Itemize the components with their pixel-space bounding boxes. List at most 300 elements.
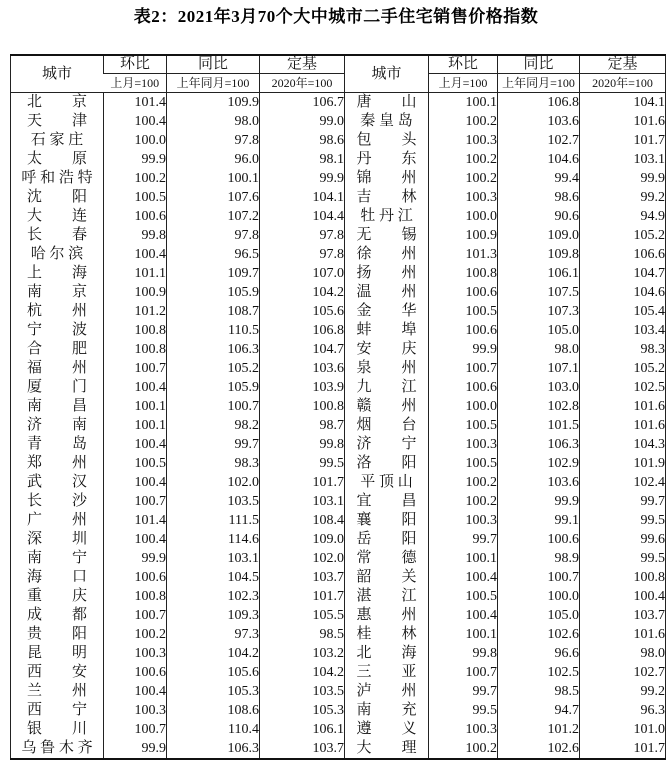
mom-cell-left: 100.2 [104,625,167,644]
mom-cell-right: 100.6 [429,378,498,397]
yoy-cell-left: 109.3 [167,606,260,625]
yoy-cell-left: 100.1 [167,169,260,188]
mom-cell-right: 100.2 [429,169,498,188]
header-mom-right: 环比 [429,55,498,74]
mom-cell-right: 100.0 [429,207,498,226]
yoy-cell-right: 101.2 [498,720,580,739]
mom-cell-right: 100.1 [429,625,498,644]
city-cell-right: 牡 丹 江 [345,207,429,226]
yoy-cell-right: 98.9 [498,549,580,568]
yoy-cell-right: 99.1 [498,511,580,530]
city-cell-left: 北 京 [26,94,87,110]
city-cell-right: 三 亚 [345,663,429,682]
mom-cell-left: 100.4 [104,530,167,549]
table-row [11,587,666,606]
yoy-cell-right: 105.0 [498,606,580,625]
yoy-cell-right: 109.0 [498,226,580,245]
page-title: 表2：2021年3月70个大中城市二手住宅销售价格指数 [133,7,539,26]
mom-cell-left: 101.1 [104,264,167,283]
yoy-cell-right: 98.6 [498,188,580,207]
fixed-cell-right: 103.7 [580,606,666,625]
city-cell-left: 福 州 [26,360,87,376]
mom-cell-right: 100.6 [429,321,498,340]
header-fixed-left: 定基 [260,55,345,74]
mom-cell-left: 100.2 [104,169,167,188]
city-cell-left: 深 圳 [26,531,87,547]
yoy-cell-left: 96.5 [167,245,260,264]
mom-cell-left: 100.8 [104,321,167,340]
table-row [11,150,666,169]
mom-cell-left: 100.7 [104,359,167,378]
table-row [11,359,666,378]
fixed-cell-left: 99.5 [260,454,345,473]
yoy-cell-left: 105.6 [167,663,260,682]
mom-cell-left: 100.4 [104,378,167,397]
mom-cell-right: 100.2 [429,473,498,492]
mom-cell-left: 100.7 [104,606,167,625]
fixed-cell-right: 99.5 [580,549,666,568]
mom-cell-right: 100.4 [429,606,498,625]
fixed-cell-left: 97.8 [260,245,345,264]
city-cell-left: 银 川 [26,721,87,737]
table-row [11,473,666,492]
table-row [11,245,666,264]
mom-cell-right: 100.8 [429,264,498,283]
fixed-cell-right: 99.2 [580,682,666,701]
yoy-cell-right: 103.6 [498,112,580,131]
city-cell-left: 哈 尔 滨 [30,246,84,262]
city-cell-left: 沈 阳 [26,189,87,205]
city-cell-left: 天 津 [26,113,87,129]
yoy-cell-right: 102.5 [498,663,580,682]
city-cell-right: 秦 皇 岛 [345,112,429,131]
mom-cell-left: 99.8 [104,226,167,245]
city-cell-right: 锦 州 [345,169,429,188]
fixed-cell-left: 99.0 [260,112,345,131]
mom-cell-left: 100.5 [104,188,167,207]
mom-cell-right: 99.5 [429,701,498,720]
city-cell-left: 海 口 [26,569,87,585]
table-row [11,397,666,416]
fixed-cell-right: 102.5 [580,378,666,397]
fixed-cell-right: 99.2 [580,188,666,207]
table-row [11,321,666,340]
yoy-cell-left: 105.9 [167,283,260,302]
fixed-cell-right: 99.9 [580,169,666,188]
fixed-cell-left: 99.9 [260,169,345,188]
city-cell-right: 温 州 [345,283,429,302]
mom-cell-left: 100.6 [104,663,167,682]
yoy-cell-left: 97.8 [167,226,260,245]
fixed-cell-left: 103.1 [260,492,345,511]
mom-cell-left: 100.4 [104,245,167,264]
fixed-cell-right: 106.6 [580,245,666,264]
table-body [11,93,666,760]
mom-cell-right: 100.9 [429,226,498,245]
yoy-cell-right: 109.8 [498,245,580,264]
fixed-cell-left: 103.9 [260,378,345,397]
mom-cell-left: 99.9 [104,739,167,759]
mom-cell-right: 100.0 [429,397,498,416]
city-cell-right: 金 华 [345,302,429,321]
header-yoy-right: 同比 [498,55,580,74]
fixed-cell-left: 104.2 [260,663,345,682]
table-header [11,55,666,93]
city-cell-right: 洛 阳 [345,454,429,473]
city-cell-left: 昆 明 [26,645,87,661]
fixed-cell-left: 107.0 [260,264,345,283]
city-cell-right: 吉 林 [345,188,429,207]
mom-cell-left: 100.6 [104,568,167,587]
city-cell-right: 烟 台 [345,416,429,435]
table-row [11,416,666,435]
yoy-cell-left: 96.0 [167,150,260,169]
yoy-cell-left: 109.7 [167,264,260,283]
mom-cell-left: 100.8 [104,340,167,359]
yoy-cell-left: 108.6 [167,701,260,720]
mom-cell-right: 100.2 [429,150,498,169]
header-mom-base-left: 上月=100 [104,74,167,93]
mom-cell-right: 100.5 [429,454,498,473]
yoy-cell-left: 102.3 [167,587,260,606]
city-cell-right: 无 锡 [345,226,429,245]
city-cell-left: 南 昌 [26,398,87,414]
table-row [11,682,666,701]
mom-cell-left: 100.3 [104,701,167,720]
table-row [11,625,666,644]
table-row [11,112,666,131]
fixed-cell-right: 105.2 [580,359,666,378]
yoy-cell-right: 107.5 [498,283,580,302]
yoy-cell-left: 107.6 [167,188,260,207]
header-fixed-base-right: 2020年=100 [580,74,666,93]
table-row [11,264,666,283]
fixed-cell-left: 101.7 [260,473,345,492]
city-cell-left: 厦 门 [26,379,87,395]
header-city-left: 城市 [11,55,104,93]
fixed-cell-left: 100.8 [260,397,345,416]
yoy-cell-right: 99.4 [498,169,580,188]
mom-cell-left: 100.4 [104,473,167,492]
city-cell-left: 兰 州 [26,683,87,699]
city-cell-right: 宜 昌 [345,492,429,511]
yoy-cell-right: 102.8 [498,397,580,416]
yoy-cell-right: 102.6 [498,739,580,759]
mom-cell-left: 100.4 [104,112,167,131]
price-index-table [10,54,666,760]
city-cell-left: 南 京 [26,284,87,300]
city-cell-right: 安 庆 [345,340,429,359]
yoy-cell-right: 100.6 [498,530,580,549]
table-row [11,340,666,359]
fixed-cell-right: 101.7 [580,131,666,150]
fixed-cell-left: 98.1 [260,150,345,169]
city-cell-right: 蚌 埠 [345,321,429,340]
mom-cell-left: 100.4 [104,682,167,701]
fixed-cell-left: 103.2 [260,644,345,663]
yoy-cell-right: 107.3 [498,302,580,321]
mom-cell-left: 100.5 [104,454,167,473]
fixed-cell-left: 104.2 [260,283,345,302]
fixed-cell-left: 103.7 [260,739,345,759]
yoy-cell-right: 101.5 [498,416,580,435]
mom-cell-right: 100.3 [429,511,498,530]
yoy-cell-left: 102.0 [167,473,260,492]
mom-cell-left: 101.2 [104,302,167,321]
city-cell-right: 扬 州 [345,264,429,283]
yoy-cell-left: 105.9 [167,378,260,397]
fixed-cell-right: 103.1 [580,150,666,169]
fixed-cell-right: 104.1 [580,93,666,113]
mom-cell-right: 100.3 [429,435,498,454]
fixed-cell-left: 103.5 [260,682,345,701]
city-cell-right: 常 德 [345,549,429,568]
fixed-cell-right: 98.3 [580,340,666,359]
table-row [11,226,666,245]
city-cell-left: 广 州 [26,512,87,528]
mom-cell-right: 100.2 [429,739,498,759]
mom-cell-left: 100.8 [104,587,167,606]
mom-cell-left: 100.6 [104,207,167,226]
fixed-cell-left: 98.7 [260,416,345,435]
table-row [11,720,666,739]
city-cell-left: 重 庆 [26,588,87,604]
city-cell-right: 唐 山 [345,93,429,113]
fixed-cell-right: 99.5 [580,511,666,530]
city-cell-left: 南 宁 [26,550,87,566]
mom-cell-left: 100.0 [104,131,167,150]
city-cell-right: 桂 林 [345,625,429,644]
yoy-cell-right: 105.0 [498,321,580,340]
fixed-cell-right: 105.4 [580,302,666,321]
mom-cell-right: 101.3 [429,245,498,264]
mom-cell-left: 100.1 [104,416,167,435]
mom-cell-left: 100.7 [104,720,167,739]
fixed-cell-left: 102.0 [260,549,345,568]
table-row [11,549,666,568]
yoy-cell-right: 103.6 [498,473,580,492]
mom-cell-right: 100.6 [429,283,498,302]
city-cell-right: 九 江 [345,378,429,397]
mom-cell-right: 100.7 [429,359,498,378]
city-cell-left: 长 春 [26,227,87,243]
table-row [11,93,666,113]
fixed-cell-right: 101.7 [580,739,666,759]
fixed-cell-left: 98.5 [260,625,345,644]
fixed-cell-left: 106.1 [260,720,345,739]
city-cell-right: 襄 阳 [345,511,429,530]
mom-cell-left: 100.1 [104,397,167,416]
city-cell-right: 泸 州 [345,682,429,701]
city-cell-left: 杭 州 [26,303,87,319]
mom-cell-right: 100.3 [429,720,498,739]
fixed-cell-left: 104.4 [260,207,345,226]
table-row [11,511,666,530]
fixed-cell-right: 104.7 [580,264,666,283]
table-row [11,302,666,321]
yoy-cell-right: 90.6 [498,207,580,226]
yoy-cell-left: 98.0 [167,112,260,131]
fixed-cell-left: 101.7 [260,587,345,606]
table-row [11,188,666,207]
fixed-cell-left: 103.6 [260,359,345,378]
fixed-cell-left: 98.6 [260,131,345,150]
table-row [11,283,666,302]
mom-cell-left: 99.9 [104,150,167,169]
yoy-cell-left: 107.2 [167,207,260,226]
city-cell-right: 韶 关 [345,568,429,587]
fixed-cell-left: 106.8 [260,321,345,340]
fixed-cell-right: 102.7 [580,663,666,682]
yoy-cell-right: 102.9 [498,454,580,473]
city-cell-right: 泉 州 [345,359,429,378]
header-row-1 [11,55,666,74]
table-row [11,606,666,625]
yoy-cell-right: 106.1 [498,264,580,283]
fixed-cell-right: 101.6 [580,416,666,435]
fixed-cell-right: 94.9 [580,207,666,226]
city-cell-left: 大 连 [26,208,87,224]
fixed-cell-right: 104.3 [580,435,666,454]
city-cell-right: 岳 阳 [345,530,429,549]
fixed-cell-right: 105.2 [580,226,666,245]
table-row [11,701,666,720]
yoy-cell-right: 102.6 [498,625,580,644]
city-cell-left: 武 汉 [26,474,87,490]
fixed-cell-left: 105.6 [260,302,345,321]
yoy-cell-left: 103.5 [167,492,260,511]
city-cell-left: 郑 州 [26,455,87,471]
yoy-cell-left: 109.9 [167,93,260,113]
city-cell-left: 石 家 庄 [30,132,84,148]
header-yoy-base-left: 上年同月=100 [167,74,260,93]
yoy-cell-left: 105.3 [167,682,260,701]
mom-cell-right: 100.5 [429,302,498,321]
city-cell-right: 平 顶 山 [345,473,429,492]
yoy-cell-left: 105.2 [167,359,260,378]
fixed-cell-left: 104.7 [260,340,345,359]
fixed-cell-left: 105.3 [260,701,345,720]
yoy-cell-right: 99.9 [498,492,580,511]
yoy-cell-left: 111.5 [167,511,260,530]
yoy-cell-left: 106.3 [167,340,260,359]
header-mom-left: 环比 [104,55,167,74]
yoy-cell-left: 98.3 [167,454,260,473]
yoy-cell-left: 99.7 [167,435,260,454]
header-row-2 [11,74,666,93]
city-cell-right: 北 海 [345,644,429,663]
mom-cell-left: 101.4 [104,93,167,113]
yoy-cell-right: 94.7 [498,701,580,720]
fixed-cell-left: 109.0 [260,530,345,549]
yoy-cell-right: 106.8 [498,93,580,113]
mom-cell-left: 100.4 [104,435,167,454]
city-cell-left: 成 都 [26,607,87,623]
yoy-cell-left: 114.6 [167,530,260,549]
mom-cell-left: 100.7 [104,492,167,511]
fixed-cell-right: 104.6 [580,283,666,302]
yoy-cell-left: 97.8 [167,131,260,150]
city-cell-left: 贵 阳 [26,626,87,642]
yoy-cell-right: 100.0 [498,587,580,606]
yoy-cell-right: 96.6 [498,644,580,663]
mom-cell-right: 100.2 [429,112,498,131]
city-cell-right: 徐 州 [345,245,429,264]
mom-cell-right: 99.7 [429,530,498,549]
fixed-cell-right: 101.6 [580,112,666,131]
table-row [11,454,666,473]
city-cell-left: 乌 鲁 木 齐 [21,740,93,756]
header-fixed-base-left: 2020年=100 [260,74,345,93]
fixed-cell-right: 101.6 [580,397,666,416]
fixed-cell-left: 103.7 [260,568,345,587]
mom-cell-left: 99.9 [104,549,167,568]
yoy-cell-right: 102.7 [498,131,580,150]
city-cell-right: 赣 州 [345,397,429,416]
yoy-cell-right: 104.6 [498,150,580,169]
mom-cell-right: 99.7 [429,682,498,701]
fixed-cell-right: 100.8 [580,568,666,587]
table-row [11,663,666,682]
table-row [11,739,666,759]
fixed-cell-right: 101.0 [580,720,666,739]
yoy-cell-left: 104.2 [167,644,260,663]
mom-cell-right: 100.7 [429,663,498,682]
header-yoy-left: 同比 [167,55,260,74]
mom-cell-right: 99.9 [429,340,498,359]
mom-cell-left: 100.3 [104,644,167,663]
mom-cell-right: 100.5 [429,587,498,606]
city-cell-right: 湛 江 [345,587,429,606]
mom-cell-right: 100.5 [429,416,498,435]
city-cell-left: 呼 和 浩 特 [21,170,93,186]
yoy-cell-right: 107.1 [498,359,580,378]
yoy-cell-right: 100.7 [498,568,580,587]
city-cell-left: 青 岛 [26,436,87,452]
yoy-cell-left: 106.3 [167,739,260,759]
table-row [11,435,666,454]
yoy-cell-left: 97.3 [167,625,260,644]
fixed-cell-left: 108.4 [260,511,345,530]
fixed-cell-right: 102.4 [580,473,666,492]
yoy-cell-left: 110.4 [167,720,260,739]
header-fixed-right: 定基 [580,55,666,74]
table-row [11,169,666,188]
fixed-cell-left: 106.7 [260,93,345,113]
fixed-cell-right: 103.4 [580,321,666,340]
mom-cell-left: 101.4 [104,511,167,530]
fixed-cell-left: 97.8 [260,226,345,245]
table-row [11,530,666,549]
fixed-cell-right: 100.4 [580,587,666,606]
fixed-cell-right: 98.0 [580,644,666,663]
yoy-cell-left: 110.5 [167,321,260,340]
yoy-cell-left: 104.5 [167,568,260,587]
fixed-cell-left: 104.1 [260,188,345,207]
fixed-cell-right: 96.3 [580,701,666,720]
city-cell-right: 济 宁 [345,435,429,454]
mom-cell-right: 100.3 [429,188,498,207]
yoy-cell-right: 98.5 [498,682,580,701]
yoy-cell-left: 108.7 [167,302,260,321]
city-cell-right: 包 头 [345,131,429,150]
city-cell-left: 长 沙 [26,493,87,509]
yoy-cell-left: 100.7 [167,397,260,416]
mom-cell-right: 100.1 [429,549,498,568]
city-cell-left: 西 宁 [26,702,87,718]
fixed-cell-left: 105.5 [260,606,345,625]
yoy-cell-left: 98.2 [167,416,260,435]
